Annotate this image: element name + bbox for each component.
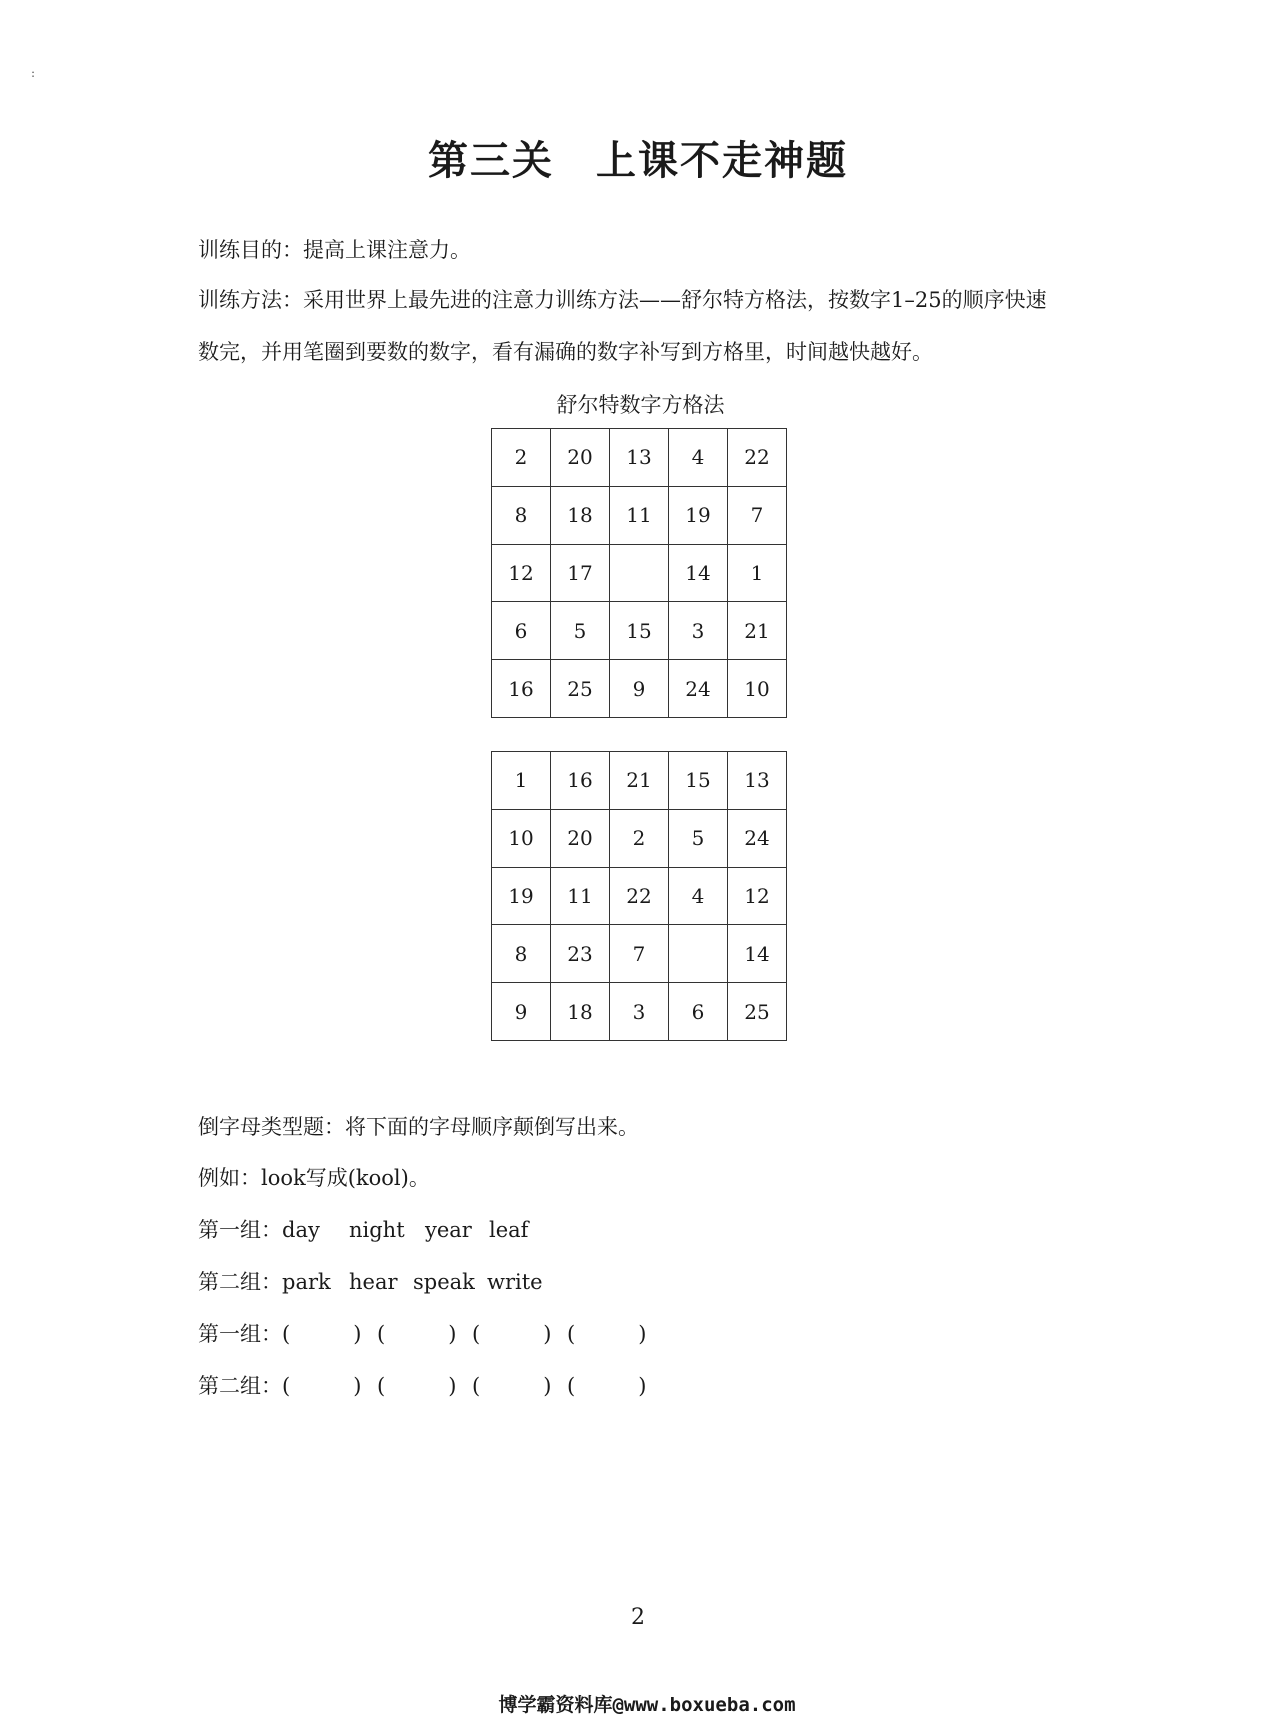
grid-cell: 17 bbox=[551, 544, 610, 602]
grid-cell: 11 bbox=[551, 867, 610, 925]
grid-cell: 6 bbox=[669, 983, 728, 1041]
grid-cell: 3 bbox=[610, 983, 669, 1041]
reverse-letters-example: 例如：look写成(kool)。 bbox=[198, 1166, 430, 1190]
group-1-answers bbox=[198, 1319, 662, 1349]
word: day bbox=[282, 1218, 320, 1242]
grid-cell: 22 bbox=[728, 429, 787, 487]
grid-cell: 13 bbox=[728, 752, 787, 810]
answer-blank[interactable]: ( ) bbox=[567, 1374, 647, 1398]
word: leaf bbox=[489, 1218, 529, 1242]
grid-cell: 7 bbox=[610, 925, 669, 983]
grid-cell: 14 bbox=[669, 544, 728, 602]
group-2-words bbox=[198, 1267, 543, 1297]
grid-cell: 14 bbox=[728, 925, 787, 983]
grid-cell: 12 bbox=[492, 544, 551, 602]
grid-cell: 19 bbox=[492, 867, 551, 925]
grid-cell: 9 bbox=[492, 983, 551, 1041]
grid-cell: 18 bbox=[551, 983, 610, 1041]
answer-blank[interactable]: ( ) bbox=[377, 1374, 457, 1398]
grid-cell: 8 bbox=[492, 925, 551, 983]
word: night bbox=[349, 1218, 405, 1242]
grid-cell: 15 bbox=[610, 602, 669, 660]
grid-row bbox=[492, 867, 787, 925]
grid-cell: 25 bbox=[728, 983, 787, 1041]
grid-cell: 24 bbox=[669, 660, 728, 718]
grid-cell: 6 bbox=[492, 602, 551, 660]
grid-cell: 4 bbox=[669, 867, 728, 925]
grid-cell: 24 bbox=[728, 809, 787, 867]
grid-cell: 1 bbox=[492, 752, 551, 810]
grid-cell: 25 bbox=[551, 660, 610, 718]
group-label: 第一组： bbox=[198, 1322, 282, 1346]
group-label: 第一组： bbox=[198, 1218, 282, 1242]
page-title: 第三关 上课不走神题 bbox=[428, 137, 848, 184]
answer-blank[interactable]: ( ) bbox=[567, 1322, 647, 1346]
schulte-grid-title: 舒尔特数字方格法 bbox=[556, 393, 725, 417]
grid-cell: 16 bbox=[492, 660, 551, 718]
training-method-line-2: 数完，并用笔圈到要数的数字，看有漏确的数字补写到方格里，时间越快越好。 bbox=[198, 340, 933, 364]
grid-row bbox=[492, 925, 787, 983]
answer-blank[interactable]: ( ) bbox=[282, 1374, 362, 1398]
grid-cell: 18 bbox=[551, 486, 610, 544]
grid-cell: 10 bbox=[728, 660, 787, 718]
grid-cell: 13 bbox=[610, 429, 669, 487]
grid-row bbox=[492, 809, 787, 867]
group-label: 第二组： bbox=[198, 1270, 282, 1294]
grid-cell: 21 bbox=[610, 752, 669, 810]
grid-row bbox=[492, 983, 787, 1041]
grid-cell-blank[interactable] bbox=[610, 544, 669, 602]
grid-cell: 9 bbox=[610, 660, 669, 718]
word: park bbox=[282, 1270, 331, 1294]
grid-cell: 10 bbox=[492, 809, 551, 867]
grid-row bbox=[492, 752, 787, 810]
answer-blank[interactable]: ( ) bbox=[282, 1322, 362, 1346]
answer-blank[interactable]: ( ) bbox=[377, 1322, 457, 1346]
word: speak bbox=[413, 1270, 475, 1294]
grid-row bbox=[492, 544, 787, 602]
grid-cell: 21 bbox=[728, 602, 787, 660]
grid-cell: 15 bbox=[669, 752, 728, 810]
grid-cell: 23 bbox=[551, 925, 610, 983]
grid-cell: 19 bbox=[669, 486, 728, 544]
grid-cell: 20 bbox=[551, 429, 610, 487]
grid-row bbox=[492, 429, 787, 487]
grid-cell: 5 bbox=[551, 602, 610, 660]
grid-cell: 2 bbox=[492, 429, 551, 487]
grid-cell: 8 bbox=[492, 486, 551, 544]
grid-cell: 3 bbox=[669, 602, 728, 660]
grid-cell-blank[interactable] bbox=[669, 925, 728, 983]
group-label: 第二组： bbox=[198, 1374, 282, 1398]
training-method-line-1: 训练方法：采用世界上最先进的注意力训练方法——舒尔特方格法，按数字1–25的顺序快速 bbox=[198, 288, 1047, 312]
schulte-grid-2 bbox=[491, 751, 787, 1041]
grid-cell: 7 bbox=[728, 486, 787, 544]
footer-watermark: 博学霸资料库@www.boxueba.com bbox=[498, 1694, 796, 1716]
word: hear bbox=[349, 1270, 398, 1294]
grid-row bbox=[492, 602, 787, 660]
schulte-grid-1 bbox=[491, 428, 787, 718]
word: year bbox=[425, 1218, 472, 1242]
grid-cell: 4 bbox=[669, 429, 728, 487]
corner-mark: : bbox=[31, 66, 36, 80]
grid-cell: 22 bbox=[610, 867, 669, 925]
group-1-words bbox=[198, 1215, 528, 1245]
grid-row bbox=[492, 660, 787, 718]
grid-cell: 12 bbox=[728, 867, 787, 925]
answer-blank[interactable]: ( ) bbox=[472, 1374, 552, 1398]
grid-cell: 2 bbox=[610, 809, 669, 867]
grid-cell: 20 bbox=[551, 809, 610, 867]
group-2-answers bbox=[198, 1371, 662, 1401]
page-number: 2 bbox=[631, 1605, 645, 1630]
training-purpose: 训练目的：提高上课注意力。 bbox=[198, 238, 471, 262]
reverse-letters-instruction: 倒字母类型题：将下面的字母顺序颠倒写出来。 bbox=[198, 1115, 639, 1139]
grid-row bbox=[492, 486, 787, 544]
grid-cell: 11 bbox=[610, 486, 669, 544]
grid-cell: 5 bbox=[669, 809, 728, 867]
answer-blank[interactable]: ( ) bbox=[472, 1322, 552, 1346]
grid-cell: 16 bbox=[551, 752, 610, 810]
word: write bbox=[487, 1270, 543, 1294]
grid-cell: 1 bbox=[728, 544, 787, 602]
